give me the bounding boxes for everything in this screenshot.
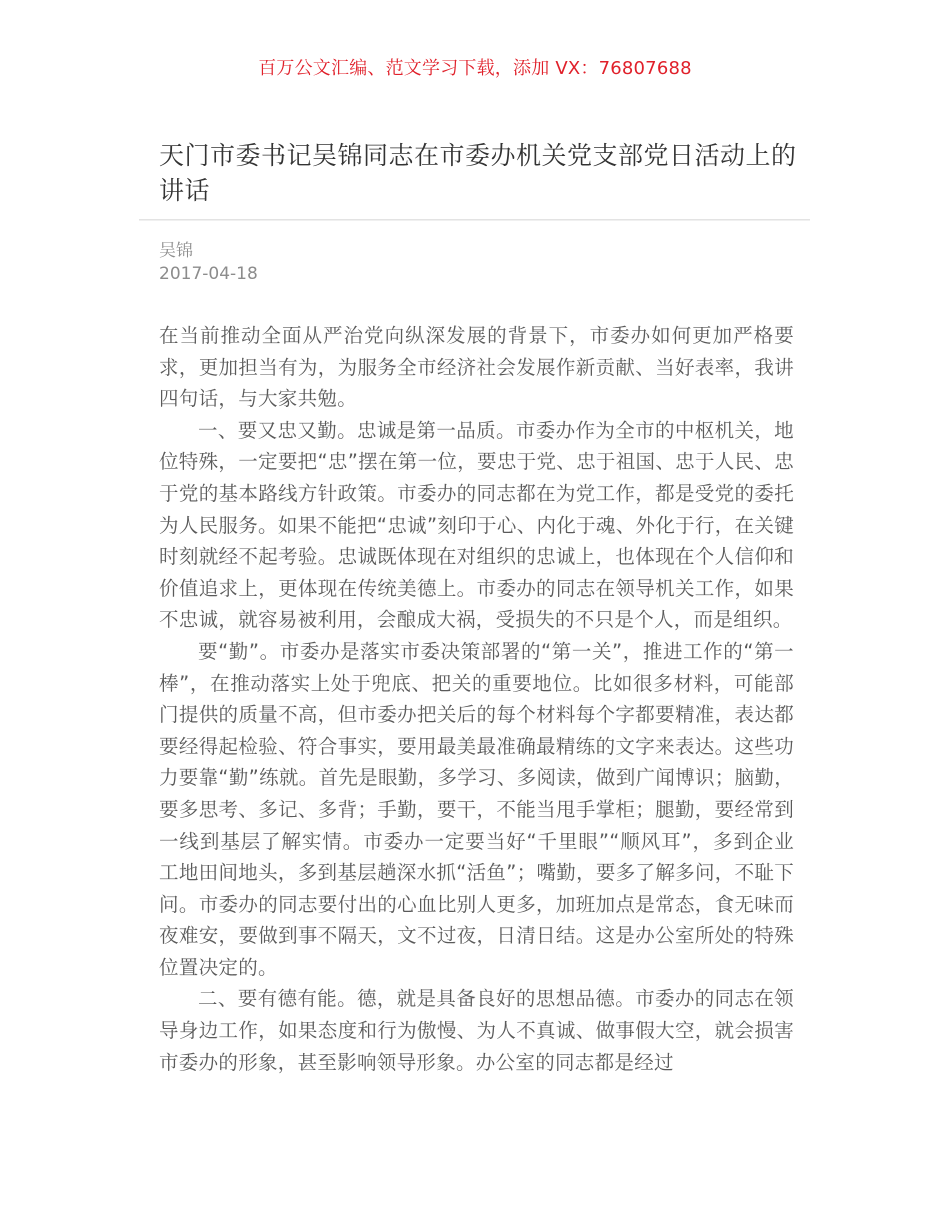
article-title: 天门市委书记吴锦同志在市委办机关党支部党日活动上的讲话	[159, 141, 797, 205]
article-date: 2017-04-18	[159, 264, 258, 284]
article-meta	[159, 240, 258, 286]
paragraph-intro: 在当前推动全面从严治党向纵深发展的背景下，市委办如何更加严格要求，更加担当有为，为服务全市经济社会发展作新贡献、当好表率，我讲四句话，与大家共勉。	[159, 324, 794, 411]
article-body	[159, 320, 794, 1078]
paragraph-loyalty: 一、要又忠又勤。忠诚是第一品质。市委办作为全市的中枢机关，地位特殊，一定要把“忠”摆在第一位，要忠于党、忠于祖国、忠于人民、忠于党的基本路线方针政策。市委办的同志都在为党工作，都是受党的委托为人民服务。如果不能把“忠诚”刻印于心、内化于魂、外化于行，在关键时刻就经不起考验。忠诚既体现在对组织的忠诚上，也体现在个人信仰和价值追求上，更体现在传统美德上。市委办的同志在领导机关工作，如果不忠诚，就容易被利用，会酿成大祸，受损失的不只是个人，而是组织。	[159, 418, 794, 632]
paragraph-virtue-ability: 二、要有德有能。德，就是具备良好的思想品德。市委办的同志在领导身边工作，如果态度和行为傲慢、为人不真诚、做事假大空，就会损害市委办的形象，甚至影响领导形象。办公室的同志都是经过	[159, 987, 794, 1074]
title-divider	[139, 219, 810, 221]
download-banner: 百万公文汇编、范文学习下载，添加 VX：76807688	[258, 58, 692, 79]
paragraph-diligence: 要“勤”。市委办是落实市委决策部署的“第一关”，推进工作的“第一棒”，在推动落实上处于兜底、把关的重要地位。比如很多材料，可能部门提供的质量不高，但市委办把关后的每个材料每个字都要精准，表达都要经得起检验、符合事实，要用最美最准确最精练的文字来表达。这些功力要靠“勤”练就。首先是眼勤，多学习、多阅读，做到广闻博识；脑勤，要多思考、多记、多背；手勤，要干，不能当甩手掌柜；腿勤，要经常到一线到基层了解实情。市委办一定要当好“千里眼”“顺风耳”，多到企业工地田间地头，多到基层趟深水抓“活鱼”；嘴勤，要多了解多问，不耻下问。市委办的同志要付出的心血比别人更多，加班加点是常态，食无味而夜难安，要做到事不隔天，文不过夜，日清日结。这是办公室所处的特殊位置决定的。	[159, 639, 794, 979]
article-author: 吴锦	[159, 241, 193, 261]
